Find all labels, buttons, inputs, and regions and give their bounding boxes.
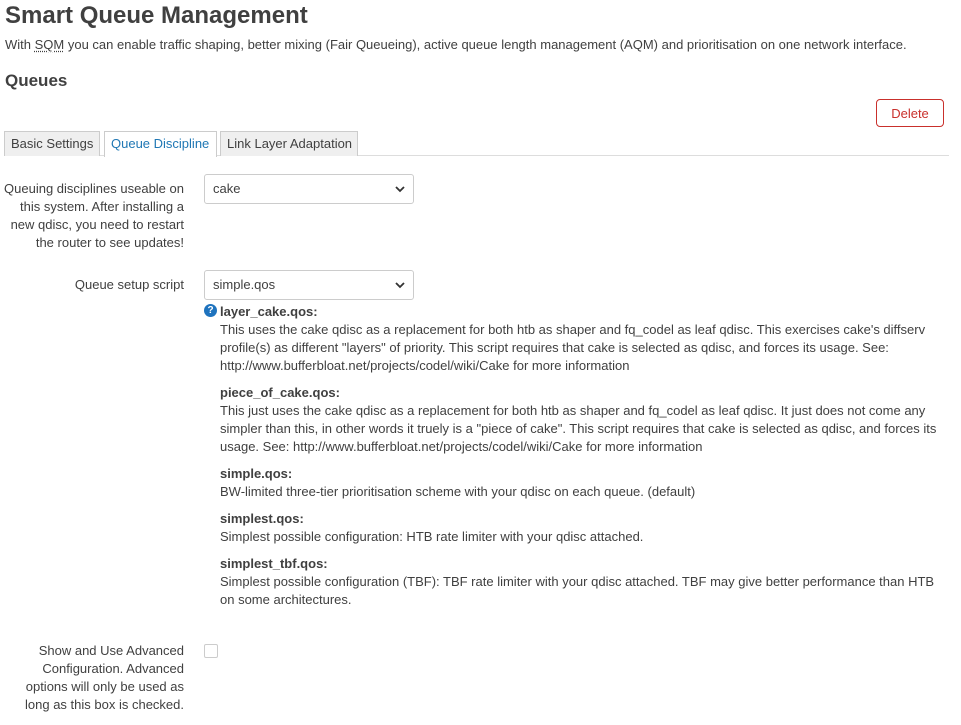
page-description [5, 37, 907, 52]
help-item-layer-cake [220, 303, 944, 375]
delete-button[interactable]: Delete [876, 99, 944, 127]
script-select-value: simple.qos [213, 277, 276, 292]
help-item-name: layer_cake.qos: [220, 304, 318, 319]
sqm-abbreviation: SQM [34, 37, 65, 52]
help-item-text: Simplest possible configuration: HTB rate limiter with your qdisc attached. [220, 529, 644, 544]
help-item-simplest-tbf [220, 555, 944, 609]
tab-bar [4, 131, 949, 156]
help-item-simple [220, 465, 944, 501]
tab-basic-settings[interactable]: Basic Settings [4, 131, 100, 156]
advanced-checkbox[interactable] [204, 644, 218, 658]
qdisc-label: Queuing disciplines useable on this system. After installing a new qdisc, you need to restart the router to see updates! [4, 181, 184, 250]
script-label: Queue setup script [74, 277, 184, 292]
question-circle-icon: ? [204, 304, 217, 317]
chevron-down-icon [395, 281, 405, 289]
qdisc-select-value: cake [213, 181, 241, 196]
description-text: you can enable traffic shaping, better mixing (Fair Queueing), active queue length management (AQM) and prioritisation on one network interface. [64, 37, 907, 52]
help-item-text: BW-limited three-tier prioritisation scheme with your qdisc on each queue. (default) [220, 484, 696, 499]
page-title: Smart Queue Management [5, 2, 308, 29]
qdisc-select[interactable] [204, 174, 414, 204]
tab-queue-discipline[interactable]: Queue Discipline [104, 131, 217, 157]
help-item-name: piece_of_cake.qos: [220, 385, 340, 400]
help-item-text: This just uses the cake qdisc as a replacement for both htb as shaper and fq_codel as leaf qdisc. It just does not come any simpler than this, in other words it truely is a "piece of cake". This script requires that cake is selected as qdisc, and forces its usage. See: http://www.bufferbloat.net/projects/codel/wiki/Cake for more information [220, 403, 937, 454]
help-item-text: Simplest possible configuration (TBF): TBF rate limiter with your qdisc attached. TBF may give better performance than HTB on some architectures. [220, 574, 935, 607]
help-item-name: simplest.qos: [220, 511, 304, 526]
help-item-text: This uses the cake qdisc as a replacement for both htb as shaper and fq_codel as leaf qdisc. This exercises cake's diffserv profile(s) as different "layers" of priority. This script requires that cake is selected as qdisc, and forces its usage. See: http://www.bufferbloat.net/projects/codel/wiki/Cake for more information [220, 322, 926, 373]
tab-link-layer-adaptation[interactable]: Link Layer Adaptation [220, 131, 358, 156]
help-item-simplest [220, 510, 944, 546]
advanced-label: Show and Use Advanced Configuration. Advanced options will only be used as long as this box is checked. [25, 643, 184, 712]
chevron-down-icon [395, 185, 405, 193]
section-title: Queues [5, 71, 68, 90]
description-prefix: With [5, 37, 35, 52]
help-item-piece-of-cake [220, 384, 944, 456]
help-item-name: simplest_tbf.qos: [220, 556, 328, 571]
help-item-name: simple.qos: [220, 466, 293, 481]
script-select[interactable] [204, 270, 414, 300]
